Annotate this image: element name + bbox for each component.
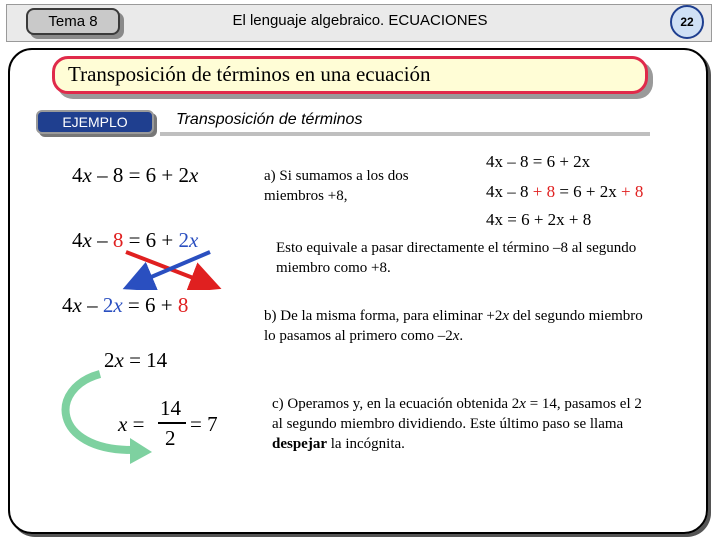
eq2-part: 4x – 8 [486, 182, 533, 201]
subsection-title: Transposición de términos [176, 111, 363, 128]
curved-arrow-icon [48, 368, 168, 468]
fraction-bar [158, 422, 186, 424]
term-two-x-coef: 2 [102, 293, 114, 317]
text-part: b) De la misma forma, para eliminar +2 [264, 308, 503, 324]
ejemplo-badge: EJEMPLO [36, 110, 154, 134]
variable: x [189, 163, 199, 187]
equation-mid: = 6 + [122, 293, 178, 317]
text-part: la incógnita. [327, 436, 405, 452]
equation-rest: – 8 = 6 + 2 [91, 163, 190, 187]
coef: 2 [104, 348, 115, 372]
variable: x [82, 228, 92, 252]
variable: x [118, 412, 128, 436]
step-a-eq3: 4x = 6 + 2x + 8 [486, 210, 592, 229]
equation-transposed [62, 293, 188, 318]
equation-rest: = 14 [123, 348, 168, 372]
term-plus-eight: 8 [177, 293, 189, 317]
step-a-eq2 [486, 182, 643, 202]
eq2-added-term: + 8 [621, 182, 644, 201]
variable: x [502, 308, 510, 324]
tema-badge: Tema 8 [26, 8, 120, 35]
minus-sign: – [81, 293, 103, 317]
variable: x [82, 163, 92, 187]
fraction-denominator: 2 [165, 426, 176, 450]
step-c-text [272, 394, 648, 454]
solution-result: = 7 [190, 412, 218, 436]
equals-sign: = [127, 412, 145, 436]
coef: 4 [72, 228, 83, 252]
term-two-x-coef: 2 [178, 228, 190, 252]
solution-variable [118, 412, 144, 437]
eq2-part: = 6 + 2x [555, 182, 622, 201]
term-minus-eight: 8 [112, 228, 124, 252]
step-a-label: a) Si sumamos a los dos miembros +8, [264, 168, 409, 204]
text-part: . [459, 328, 464, 344]
subsection-underline [160, 132, 650, 136]
variable: x [72, 293, 82, 317]
text-part: = 14, pasamos el 2 al segundo miembro dividiendo. Este último paso se llama [272, 396, 642, 432]
section-title: Transposición de términos en una ecuación [68, 62, 431, 86]
step-a-note: Esto equivale a pasar directamente el término –8 al segundo miembro como +8. [276, 240, 637, 276]
variable: x [519, 396, 526, 412]
equation-original [72, 163, 198, 188]
crossing-arrows-icon [118, 248, 228, 290]
eq2-added-term: + 8 [532, 182, 556, 201]
equation-mid: = 6 + [123, 228, 179, 252]
keyword-despejar: despejar [272, 436, 327, 452]
page-number-badge: 22 [670, 5, 704, 39]
term-two-x-var: x [189, 228, 199, 252]
fraction-numerator: 14 [160, 396, 181, 420]
coef: 4 [62, 293, 73, 317]
step-a-eq1: 4x – 8 = 6 + 2x [486, 152, 591, 171]
term-two-x-var: x [113, 293, 123, 317]
text-part: c) Operamos y, en la ecuación obtenida 2 [272, 396, 520, 412]
text-part: del segundo miembro lo pasamos al primero como –2 [264, 308, 643, 344]
header-title: El lenguaje algebraico. ECUACIONES [232, 12, 488, 29]
variable: x [114, 348, 124, 372]
step-b-text [264, 306, 656, 346]
minus-sign: – [91, 228, 113, 252]
variable: x [452, 328, 460, 344]
coef: 4 [72, 163, 83, 187]
